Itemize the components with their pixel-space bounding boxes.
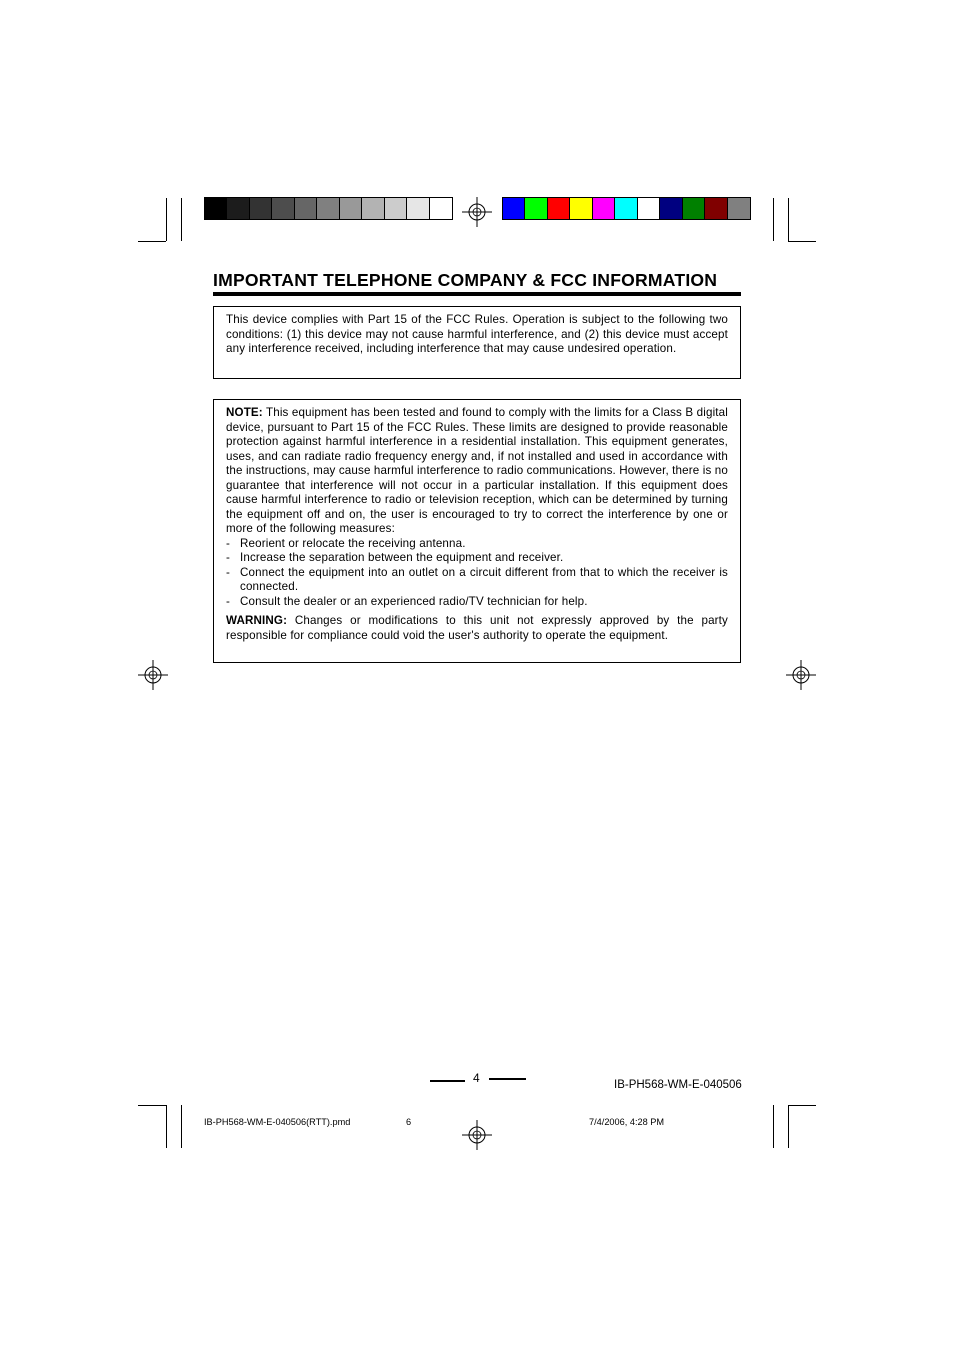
color-swatch-3 (548, 198, 570, 219)
gray-swatch-2 (227, 198, 249, 219)
list-item: - Increase the separation between the equipment and receiver. (226, 551, 564, 564)
gray-swatch-11 (430, 198, 452, 219)
color-swatch-8 (660, 198, 682, 219)
list-dash: - (226, 594, 231, 608)
color-swatch-5 (593, 198, 615, 219)
registration-mark-right-icon (786, 660, 816, 690)
color-swatch-4 (570, 198, 592, 219)
color-swatch-1 (503, 198, 525, 219)
color-swatch-11 (728, 198, 750, 219)
gray-swatch-10 (407, 198, 429, 219)
color-swatch-10 (705, 198, 727, 219)
fcc-compliance-box (213, 306, 741, 379)
slug-page: 6 (406, 1117, 412, 1127)
color-swatch-7 (638, 198, 660, 219)
gray-swatch-6 (317, 198, 339, 219)
crop-mark-bottom-right-v2 (773, 1105, 774, 1148)
list-item: - Connect the equipment into an outlet on a circuit different from that to which the receiver is connected. (226, 565, 728, 593)
crop-mark-bottom-right-v (788, 1105, 789, 1148)
note-label: NOTE: (226, 406, 263, 419)
list-dash: - (226, 536, 231, 550)
slug-date: 7/4/2006, 4:28 PM (589, 1117, 665, 1127)
gray-swatch-9 (385, 198, 407, 219)
page-number-rule-left (430, 1080, 465, 1082)
crop-mark-top-left-h (138, 241, 166, 242)
crop-mark-top-right-v (788, 198, 789, 241)
crop-mark-top-left-v (166, 198, 167, 241)
list-dash: - (226, 565, 231, 579)
measures-list (226, 537, 728, 610)
list-item: - Reorient or relocate the receiving antenna. (226, 536, 466, 550)
crop-mark-bottom-left-v (166, 1105, 167, 1148)
warning-label: WARNING: (226, 614, 288, 627)
color-swatch-2 (525, 198, 547, 219)
page-title: IMPORTANT TELEPHONE COMPANY & FCC INFORMATION (213, 270, 718, 290)
gray-swatch-1 (205, 198, 227, 219)
crop-mark-bottom-left-h (138, 1105, 166, 1106)
warning-paragraph (226, 614, 728, 643)
crop-mark-top-right-h (788, 241, 816, 242)
gray-swatch-7 (340, 198, 362, 219)
crop-mark-top-left-v2 (181, 198, 182, 241)
fcc-compliance-text: This device complies with Part 15 of the FCC Rules. Operation is subject to the following two conditions: (1) this device may not cause harmful interference, and (2) this device must accept any interference received, including interference that may cause undesired operation. (226, 313, 728, 355)
gray-swatch-5 (295, 198, 317, 219)
fcc-note-box (213, 399, 741, 663)
grayscale-color-bar (204, 197, 453, 220)
warning-text: Changes or modifications to this unit not expressly approved by the party responsible for compliance could void the user's authority to operate the equipment. (226, 614, 728, 642)
process-color-bar (502, 197, 751, 220)
title-underline (213, 292, 741, 296)
slug-filename: IB-PH568-WM-E-040506(RTT).pmd (204, 1117, 351, 1127)
page-number: 4 (473, 1071, 480, 1085)
registration-mark-left-icon (138, 660, 168, 690)
list-item: - Consult the dealer or an experienced radio/TV technician for help. (226, 594, 588, 608)
color-swatch-9 (683, 198, 705, 219)
note-paragraph (226, 406, 728, 537)
registration-mark-top-icon (462, 197, 492, 227)
note-text: This equipment has been tested and found to comply with the limits for a Class B digital device, pursuant to Part 15 of the FCC Rules. These limits are designed to provide reasonable protection against harmful interference in a residential installation. This equipment generates, uses, and can radiate radio frequency energy and, if not installed and used in accordance with the instructions, may cause harmful interference to radio communications. However, there is no guarantee that interference will not occur in a particular installation. If this equipment does cause harmful interference to radio or television reception, which can be determined by turning the equipment off and on, the user is encouraged to try to correct the interference by one or more of the following measures: (226, 406, 728, 535)
registration-mark-bottom-icon (462, 1120, 492, 1150)
list-dash: - (226, 551, 231, 564)
page-number-rule-right (489, 1078, 526, 1080)
document-code: IB-PH568-WM-E-040506 (614, 1079, 742, 1091)
color-swatch-6 (615, 198, 637, 219)
gray-swatch-4 (272, 198, 294, 219)
crop-mark-bottom-left-v2 (181, 1105, 182, 1148)
gray-swatch-3 (250, 198, 272, 219)
crop-mark-bottom-right-h (788, 1105, 816, 1106)
crop-mark-top-right-v2 (773, 198, 774, 241)
gray-swatch-8 (362, 198, 384, 219)
